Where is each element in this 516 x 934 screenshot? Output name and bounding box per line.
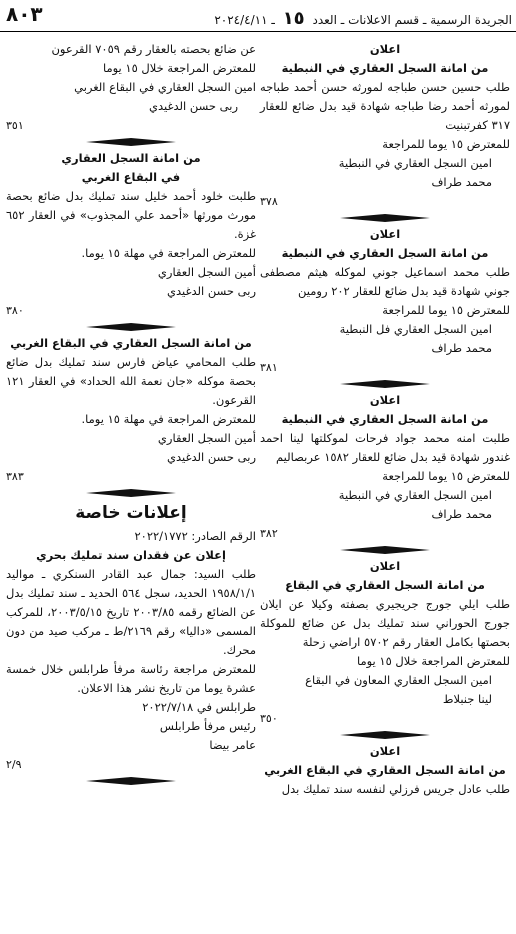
notice xyxy=(260,742,510,799)
notice xyxy=(260,225,510,377)
notice-signatory-name: محمد طراف xyxy=(431,507,492,521)
notice-body: طلبت خلود أحمد خليل سند تمليك بدل ضائع بحصة مورث مورثها «أحمد علي المجذوب» في العقار ٦٥٢ غزة. xyxy=(6,189,256,241)
notice-number: ٣٨٣ xyxy=(6,470,24,483)
notice-label: اعلان xyxy=(369,744,401,758)
page-number: ٨٠٣ xyxy=(6,2,43,26)
notice-signatory-name: محمد طراف xyxy=(431,341,492,355)
left-column xyxy=(6,40,256,788)
notice-label: اعلان xyxy=(369,559,401,573)
notice-body: طلب السيد: جمال عبد القادر السنكري ـ مواليد ١٩٥٨/١/١ الحديد، سجل ٥٦٤ الحديد ـ سند تمليك بدل عن الضائع رقمه ٢٠٠٣/٨٥ تاريخ ٢٠٠٣/٥/١٥، للمركب المسمى «داليا» رقم ٢١٦٩/ط ـ مركب صيد من دون محرك. xyxy=(6,567,256,657)
notice-heading: إعلان عن فقدان سند تمليك بحري xyxy=(36,548,226,562)
notice-label: اعلان xyxy=(369,227,401,241)
notice xyxy=(260,391,510,543)
notice-body: عن ضائع بحصته بالعقار رقم ٧٠٥٩ القرعون xyxy=(51,42,256,56)
notice-number: ٣٥٠ xyxy=(260,712,278,725)
notice-heading: من امانة السجل العقاري في النبطية xyxy=(281,412,489,426)
page-header xyxy=(0,0,516,32)
notice-place-date: طرابلس في ٢٠٢٢/٧/١٨ xyxy=(142,700,256,714)
notice-body: طلب حسين حسن طباجه لمورثه حسن أحمد طباجه لمورثه أحمد رضا طباجه شهادة قيد بدل ضائع للعقار ٣١٧ كفرتبنيت xyxy=(260,80,510,132)
notice-body: طلب عادل جريس فرزلي لنفسه سند تمليك بدل xyxy=(281,782,510,796)
notice-number: ٢/٩ xyxy=(6,758,22,771)
special-notices xyxy=(6,504,256,774)
notice-signatory-title: امين السجل العقاري المعاون في البقاع xyxy=(305,673,492,687)
notice-label: اعلان xyxy=(369,42,401,56)
notice-signatory-title: أمين السجل العقاري xyxy=(157,431,256,445)
header-rule xyxy=(0,31,516,32)
separator xyxy=(6,137,256,147)
notice xyxy=(6,149,256,320)
notice xyxy=(260,557,510,728)
notice-signatory-title: امين السجل العقاري في النبطية xyxy=(338,488,492,502)
notice-signatory-name: محمد طراف xyxy=(431,175,492,189)
notice-objection: للمعترض المراجعة في مهلة ١٥ يوما. xyxy=(81,246,256,260)
right-column xyxy=(260,40,510,799)
notice-objection: للمعترض مراجعة رئاسة مرفأ طرابلس خلال خمسة عشرة يوما من تاريخ نشر هذا الاعلان. xyxy=(6,662,256,695)
notice-number: ٣٨١ xyxy=(260,361,278,374)
issue-date: ـ ٢٠٢٤/٤/١١ xyxy=(214,13,275,27)
notice-heading: من امانة السجل العقاري في النبطية xyxy=(281,61,489,75)
separator xyxy=(260,730,510,740)
notice-heading: من امانة السجل العقاري في البقاع xyxy=(285,578,485,592)
separator xyxy=(260,213,510,223)
reference-number: الرقم الصادر: ٢٠٢٢/١٧٧٢ xyxy=(134,529,256,543)
notice-signatory-title: امين السجل العقاري في البقاع الغربي xyxy=(74,80,256,94)
notice-number: ٣٨٠ xyxy=(6,304,24,317)
issue-number: ١٥ xyxy=(282,8,305,29)
notice-continuation xyxy=(6,40,256,135)
notice-number: ٣٧٨ xyxy=(260,195,278,208)
notice-heading: من امانة السجل العقاري في النبطية xyxy=(281,246,489,260)
notice-number: ٣٥١ xyxy=(6,119,24,132)
separator xyxy=(6,322,256,332)
notice-label: اعلان xyxy=(369,393,401,407)
notice-heading: من امانة السجل العقاري xyxy=(61,151,201,165)
separator xyxy=(6,488,256,498)
notice-objection: للمعترض ١٥ يوما للمراجعة xyxy=(382,137,510,151)
notice-signatory-title: امين السجل العقاري فل النبطية xyxy=(339,322,492,336)
notice-signatory-title: رئيس مرفأ طرابلس xyxy=(159,719,256,733)
separator xyxy=(260,545,510,555)
notice-signatory-title: أمين السجل العقاري xyxy=(157,265,256,279)
notice-subheading: في البقاع الغربي xyxy=(81,170,181,184)
running-title xyxy=(214,8,512,29)
section-title: إعلانات خاصة xyxy=(75,503,187,523)
notice xyxy=(6,334,256,486)
notice-heading: من امانة السجل العقاري في البقاع الغربي xyxy=(10,336,252,350)
separator xyxy=(6,776,256,786)
notice xyxy=(260,40,510,211)
notice-signatory-name: عامر بيضا xyxy=(209,738,256,752)
notice-body: طلب المحامي عياض فارس سند تمليك بدل ضائع بحصة موكله «جان نعمة الله الحداد» في العقار ١٢١ القرعون. xyxy=(6,355,256,407)
notice-objection: للمعترض المراجعة خلال ١٥ يوما xyxy=(102,61,256,75)
notice-body: طلب محمد اسماعيل جوني لموكله هيثم مصطفى جوني شهادة قيد بدل ضائع للعقار ٢٠٢ رومين xyxy=(260,265,510,298)
notice-body: طلبت امنه محمد جواد فرحات لموكلتها لينا احمد غندور شهادة قيد بدل ضائع للعقار ١٥٨٢ عربصاليم xyxy=(260,431,510,464)
gazette-title: الجريدة الرسمية ـ قسم الاعلانات ـ العدد xyxy=(312,13,512,27)
notice-heading: من امانة السجل العقاري في البقاع الغربي xyxy=(264,763,506,777)
notice-objection: للمعترض المراجعة في مهلة ١٥ يوما. xyxy=(81,412,256,426)
separator xyxy=(260,379,510,389)
notice-signatory-name: ربى حسن الدغيدي xyxy=(166,284,256,298)
notice-number: ٣٨٢ xyxy=(260,527,278,540)
notice-signatory-name: ربى حسن الدغيدي xyxy=(148,99,238,113)
notice-objection: للمعترض المراجعة خلال ١٥ يوما xyxy=(356,654,510,668)
notice-signatory-name: لينا جنبلاط xyxy=(442,692,492,706)
notice-signatory-name: ربى حسن الدغيدي xyxy=(166,450,256,464)
notice-objection: للمعترض ١٥ يوما للمراجعة xyxy=(382,303,510,317)
notice-body: طلب ايلي جورج جريجيري بصفته وكيلا عن ايلان جورج الحوراني سند تمليك بدل عن ضائع للموكلة بحصتها بكامل العقار رقم ٥٧٠٢ اراضي زحلة xyxy=(260,597,510,649)
notice-objection: للمعترض ١٥ يوما للمراجعة xyxy=(382,469,510,483)
notice-signatory-title: امين السجل العقاري في النبطية xyxy=(338,156,492,170)
